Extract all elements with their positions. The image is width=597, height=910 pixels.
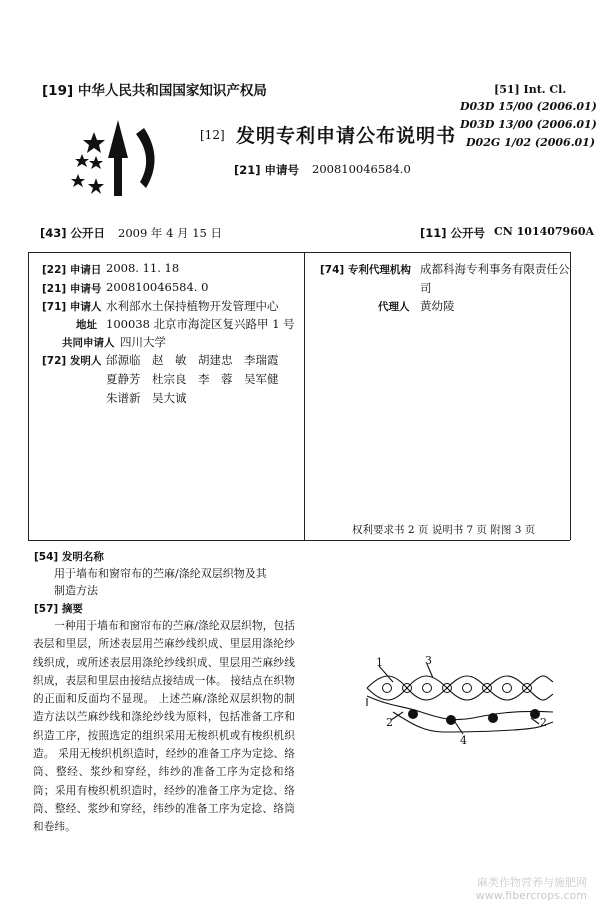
rule-left bbox=[28, 252, 29, 540]
rule-right bbox=[570, 252, 571, 540]
app-no: 200810046584.0 bbox=[312, 162, 411, 176]
watermark-line-2: www.fibercrops.com bbox=[475, 889, 587, 902]
co-applicant: 四川大学 bbox=[120, 335, 166, 349]
filing-date: 2008. 11. 18 bbox=[106, 261, 180, 275]
pub-date-label: [43] 公开日 bbox=[40, 226, 106, 240]
app-no-label: [21] 申请号 bbox=[234, 163, 300, 177]
office-name: [19] 中华人民共和国国家知识产权局 bbox=[42, 83, 267, 99]
agent: 黄幼陵 bbox=[420, 299, 455, 313]
agency-line-1: 成都科海专利事务有限责任公 bbox=[420, 262, 570, 276]
app-no2-label: [21] 申请号 bbox=[42, 283, 102, 295]
watermark-line-1: 麻类作物营养与施肥网 bbox=[477, 876, 587, 889]
doc-type-code: [12] bbox=[200, 128, 225, 142]
agency-line-2: 司 bbox=[420, 281, 432, 295]
emblem-logo bbox=[66, 118, 170, 198]
inventors-label: [72] 发明人 bbox=[42, 355, 102, 367]
agent-label: 代理人 bbox=[378, 301, 410, 313]
watermark bbox=[476, 876, 587, 902]
figure-label-2-left: 2 bbox=[386, 716, 393, 729]
applicant: 水利部水土保持植物开发管理中心 bbox=[106, 299, 279, 313]
rule-middle bbox=[304, 252, 305, 540]
inventors-line-1: 邰源临 赵 敏 胡建忠 李瑞霞 bbox=[106, 353, 279, 367]
title-label: [54] 发明名称 bbox=[34, 551, 104, 563]
applicant-label: [71] 申请人 bbox=[42, 301, 102, 313]
pub-no: CN 101407960A bbox=[494, 225, 595, 238]
intcl-label: [51] Int. Cl. bbox=[494, 83, 567, 96]
address: 100038 北京市海淀区复兴路甲 1 号 bbox=[106, 317, 295, 331]
fabric-diagram bbox=[363, 652, 555, 744]
agency-label: [74] 专利代理机构 bbox=[320, 264, 411, 276]
rule-bottom bbox=[28, 540, 570, 541]
figure-label-1: 1 bbox=[376, 656, 383, 669]
abstract-label: [57] 摘要 bbox=[34, 603, 83, 615]
figure-label-3: 3 bbox=[425, 654, 432, 667]
inventors-line-2: 夏静芳 杜宗良 李 蓉 吴军健 bbox=[106, 372, 279, 386]
inventors-line-3: 朱谱新 吴大诚 bbox=[106, 391, 187, 405]
address-label: 地址 bbox=[76, 319, 97, 331]
figure-label-4: 4 bbox=[460, 734, 467, 747]
page-counts: 权利要求书 2 页 说明书 7 页 附图 3 页 bbox=[352, 524, 536, 536]
abstract-text: 一种用于墙布和窗帘布的苎麻/涤纶双层织物，包括表层和里层，所述表层用苎麻纱线织成、里层用涤纶纱线织成，或所述表层用涤纶纱线织成、里层用苎麻纱线织成，表层和里层由接结点接结成一体。 接结点在织物的正面和反面均不显现。 上述苎麻/涤纶双层织物的制造方法以苎麻纱线和涤纶纱线为原料，包括准备工序和织造工序，按照选定的组织采用无梭织机或有梭织机织造。 采用无梭织机织造时，经纱的准备工序为定捻、络筒、整经、浆纱和穿经，纬纱的准备工序为定捻和络筒；采用有梭织机织造时，经纱的准备工序为定捻、络筒、整经、浆纱和穿经，纬纱的准备工序为定捻、络筒和卷纬。 bbox=[33, 620, 295, 834]
intcl-line-1: D03D 15/00 (2006.01) bbox=[460, 100, 597, 113]
pub-no-label: [11] 公开号 bbox=[420, 226, 486, 240]
rule-top bbox=[28, 252, 570, 253]
app-no2: 200810046584. 0 bbox=[106, 280, 209, 294]
filing-date-label: [22] 申请日 bbox=[42, 264, 102, 276]
figure-label-2-right: 2 bbox=[540, 716, 547, 729]
intcl-line-3: D02G 1/02 (2006.01) bbox=[466, 136, 596, 149]
invention-title-line-1: 用于墙布和窗帘布的苎麻/涤纶双层织物及其 bbox=[54, 567, 267, 580]
pub-date: 2009 年 4 月 15 日 bbox=[118, 226, 222, 240]
intcl-line-2: D03D 13/00 (2006.01) bbox=[460, 118, 597, 131]
doc-type-title: 发明专利申请公布说明书 bbox=[236, 125, 457, 147]
invention-title-line-2: 制造方法 bbox=[54, 584, 98, 597]
co-applicant-label: 共同申请人 bbox=[62, 337, 115, 349]
